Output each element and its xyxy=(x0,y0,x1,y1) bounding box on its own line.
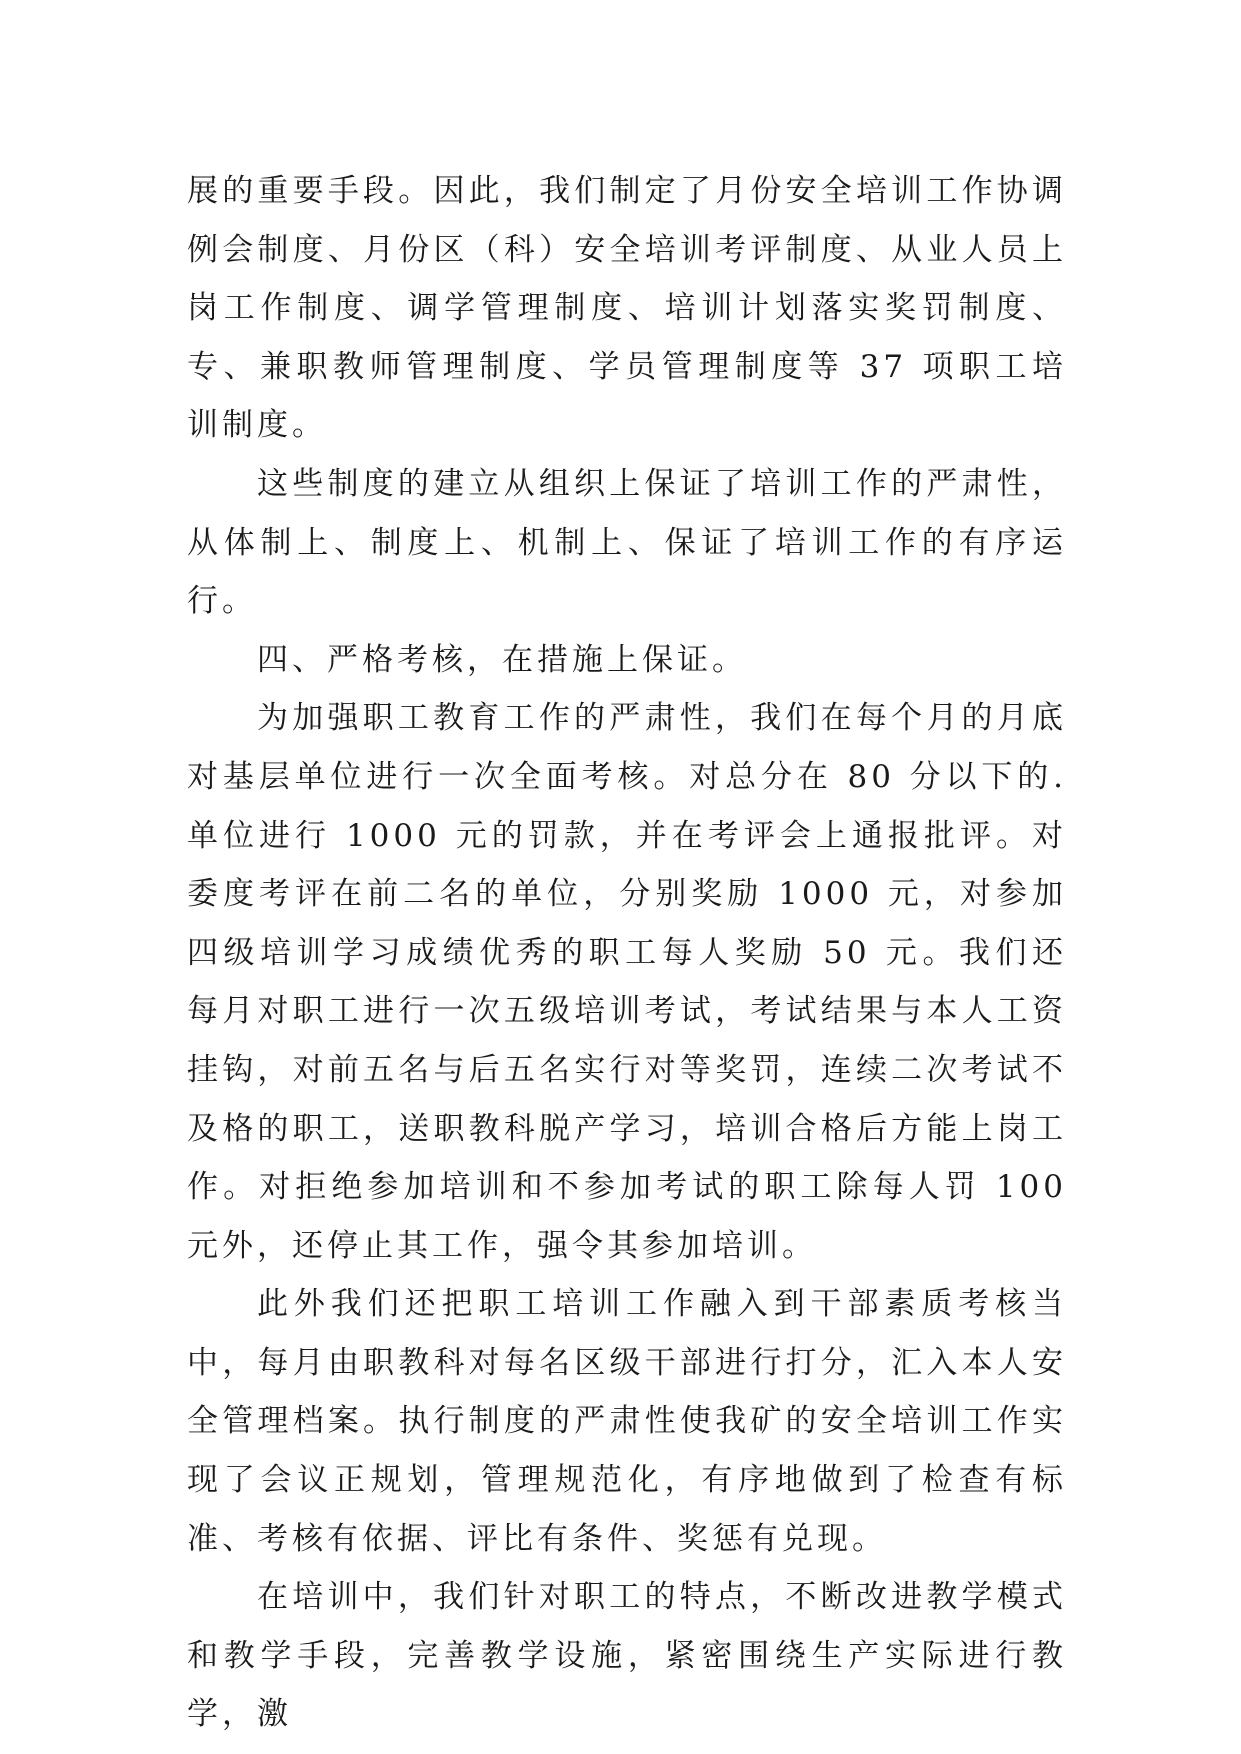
paragraph-2: 这些制度的建立从组织上保证了培训工作的严肃性，从体制上、制度上、机制上、保证了培训工作的有序运行。 xyxy=(187,465,1067,620)
paragraph-3: 为加强职工教育工作的严肃性，我们在每个月的月底对基层单位进行一次全面考核。对总分在 80 分以下的.单位进行 1000 元的罚款，并在考评会上通报批评。对委度考评在前二名的单位，分别奖励 1000 元，对参加四级培训学习成绩优秀的职工每人奖励 50 元。我们还每月对职工进行一次五级培训考试，考试结果与本人工资挂钩，对前五名与后五名实行对等奖罚，连续二次考试不及格的职工，送职教科脱产学习，培训合格后方能上岗工作。对拒绝参加培训和不参加考试的职工除每人罚 100 元外，还停止其工作，强令其参加培训。 xyxy=(187,700,1067,1264)
document-body xyxy=(187,162,1067,1744)
section-heading-4: 四、严格考核，在措施上保证。 xyxy=(257,641,747,678)
paragraph-5: 在培训中，我们针对职工的特点，不断改进教学模式和教学手段，完善教学设施，紧密围绕生产实际进行教学，激 xyxy=(187,1579,1067,1733)
paragraph-4: 此外我们还把职工培训工作融入到干部素质考核当中，每月由职教科对每名区级干部进行打分，汇入本人安全管理档案。执行制度的严肃性使我矿的安全培训工作实现了会议正规划，管理规范化，有序地做到了检查有标准、考核有依据、评比有条件、奖惩有兑现。 xyxy=(187,1286,1067,1557)
paragraph-1: 展的重要手段。因此，我们制定了月份安全培训工作协调例会制度、月份区（科）安全培训考评制度、从业人员上岗工作制度、调学管理制度、培训计划落实奖罚制度、专、兼职教师管理制度、学员管理制度等 37 项职工培训制度。 xyxy=(187,173,1067,444)
